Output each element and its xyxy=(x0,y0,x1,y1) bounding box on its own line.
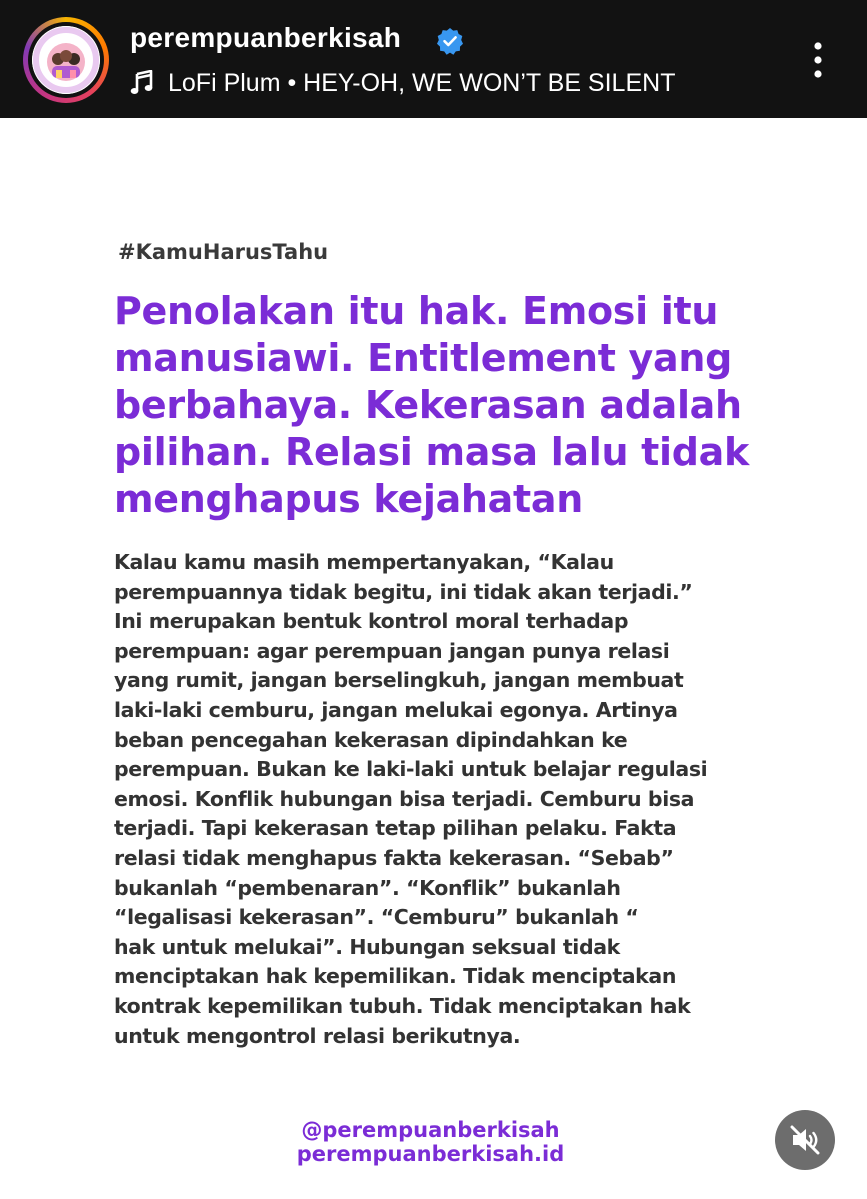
post-hashtag: #KamuHarusTahu xyxy=(118,240,329,264)
body-line: menciptakan hak kepemilikan. Tidak menciptakan xyxy=(114,964,677,989)
body-line: Kalau kamu masih mempertanyakan, “Kalau xyxy=(114,550,614,574)
body-line: untuk mengontrol relasi berikutnya. xyxy=(114,1023,521,1048)
avatar[interactable] xyxy=(28,22,104,98)
speaker-muted-icon xyxy=(788,1123,822,1157)
verified-badge-icon xyxy=(436,27,464,55)
music-note-icon xyxy=(130,70,154,96)
post-headline: Penolakan itu hak. Emosi itu manusiawi. Entitlement yang berbahaya. Kekerasan adalah pilihan. Relasi masa lalu tidak menghapus kejahatan xyxy=(114,289,749,521)
community-logo-icon xyxy=(32,26,100,94)
body-line: kontrak kepemilikan tubuh. Tidak menciptakan hak xyxy=(114,993,691,1018)
body-line: beban pencegahan kekerasan dipindahkan ke xyxy=(114,727,628,752)
body-line: perempuannya tidak begitu, ini tidak akan terjadi.” xyxy=(114,579,693,604)
body-line: Ini merupakan bentuk kontrol moral terhadap xyxy=(114,609,629,634)
footer-website: perempuanberkisah.id xyxy=(296,1142,565,1166)
body-line: hak untuk melukai”. Hubungan seksual tidak xyxy=(114,934,620,959)
body-line: relasi tidak menghapus fakta kekerasan. “Sebab” xyxy=(114,845,674,870)
footer-handle: @perempuanberkisah xyxy=(301,1118,560,1142)
body-line: bukanlah “pembenaran”. “Konflik” bukanlah xyxy=(114,875,621,900)
body-line: “legalisasi kekerasan”. “Cemburu” bukanlah “ xyxy=(114,905,639,930)
body-line: perempuan: agar perempuan jangan punya relasi xyxy=(114,638,670,663)
username[interactable]: perempuanberkisah xyxy=(130,22,402,53)
more-options-icon[interactable] xyxy=(806,40,830,80)
post-body xyxy=(114,548,754,1051)
music-track-label: LoFi Plum • HEY-OH, WE WON’T BE SILENT xyxy=(168,68,676,97)
body-line: yang rumit, jangan berselingkuh, jangan membuat xyxy=(114,668,684,693)
body-line: terjadi. Tapi kekerasan tetap pilihan pelaku. Fakta xyxy=(114,816,677,841)
post-header xyxy=(0,0,867,118)
body-line: emosi. Konflik hubungan bisa terjadi. Cemburu bisa xyxy=(114,786,695,811)
body-line: laki-laki cemburu, jangan melukai egonya. Artinya xyxy=(114,697,678,722)
mute-button[interactable] xyxy=(775,1110,835,1170)
body-line: perempuan. Bukan ke laki-laki untuk belajar regulasi xyxy=(114,757,708,782)
music-attribution[interactable] xyxy=(130,66,675,100)
story-ring[interactable] xyxy=(23,17,109,103)
